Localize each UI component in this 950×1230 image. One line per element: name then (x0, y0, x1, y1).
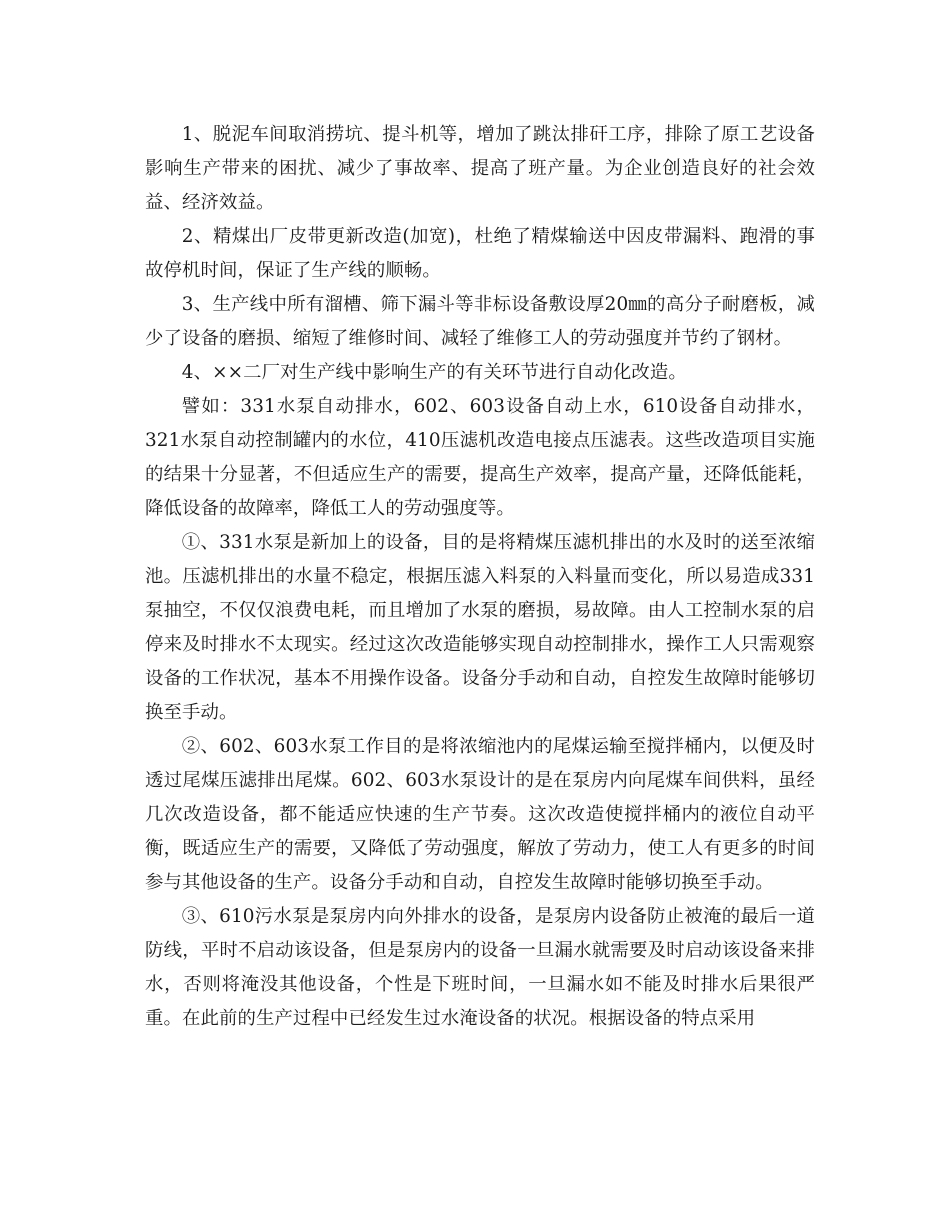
paragraph-4: 4、××二厂对生产线中影响生产的有关环节进行自动化改造。 (181, 362, 687, 383)
paragraph-2: 2、精煤出厂皮带更新改造(加宽)，杜绝了精煤输送中因皮带漏料、跑滑的事故停机时间，保证了生产线的顺畅。 (145, 226, 815, 281)
paragraph-5: 譬如：331水泵自动排水，602、603设备自动上水，610设备自动排水，321水泵自动控制罐内的水位，410压滤机改造电接点压滤表。这些改造项目实施的结果十分显著，不但适应生产的需要，提高生产效率，提高产量，还降低能耗，降低设备的故障率，降低工人的劳动强度等。 (145, 396, 815, 519)
paragraph-1: 1、脱泥车间取消捞坑、提斗机等，增加了跳汰排矸工序，排除了原工艺设备影响生产带来的困扰、减少了事故率、提高了班产量。为企业创造良好的社会效益、经济效益。 (145, 124, 815, 213)
paragraph-8: ③、610污水泵是泵房内向外排水的设备，是泵房内设备防止被淹的最后一道防线，平时不启动该设备，但是泵房内的设备一旦漏水就需要及时启动该设备来排水，否则将淹没其他设备，个性是下班时间，一旦漏水如不能及时排水后果很严重。在此前的生产过程中已经发生过水淹设备的状况。根据设备的特点采用 (145, 906, 815, 1029)
paragraph-6: ①、331水泵是新加上的设备，目的是将精煤压滤机排出的水及时的送至浓缩池。压滤机排出的水量不稳定，根据压滤入料泵的入料量而变化，所以易造成331泵抽空，不仅仅浪费电耗，而且增加了水泵的磨损，易故障。由人工控制水泵的启停来及时排水不太现实。经过这次改造能够实现自动控制排水，操作工人只需观察设备的工作状况，基本不用操作设备。设备分手动和自动，自控发生故障时能够切换至手动。 (145, 532, 815, 723)
paragraph-7: ②、602、603水泵工作目的是将浓缩池内的尾煤运输至搅拌桶内，以便及时透过尾煤压滤排出尾煤。602、603水泵设计的是在泵房内向尾煤车间供料，虽经几次改造设备，都不能适应快速的生产节奏。这次改造使搅拌桶内的液位自动平衡，既适应生产的需要，又降低了劳动强度，解放了劳动力，使工人有更多的时间参与其他设备的生产。设备分手动和自动，自控发生故障时能够切换至手动。 (145, 736, 815, 893)
paragraph-3: 3、生产线中所有溜槽、筛下漏斗等非标设备敷设厚20㎜的高分子耐磨板，减少了设备的磨损、缩短了维修时间、减轻了维修工人的劳动强度并节约了钢材。 (145, 294, 815, 349)
document-body (145, 118, 815, 1036)
